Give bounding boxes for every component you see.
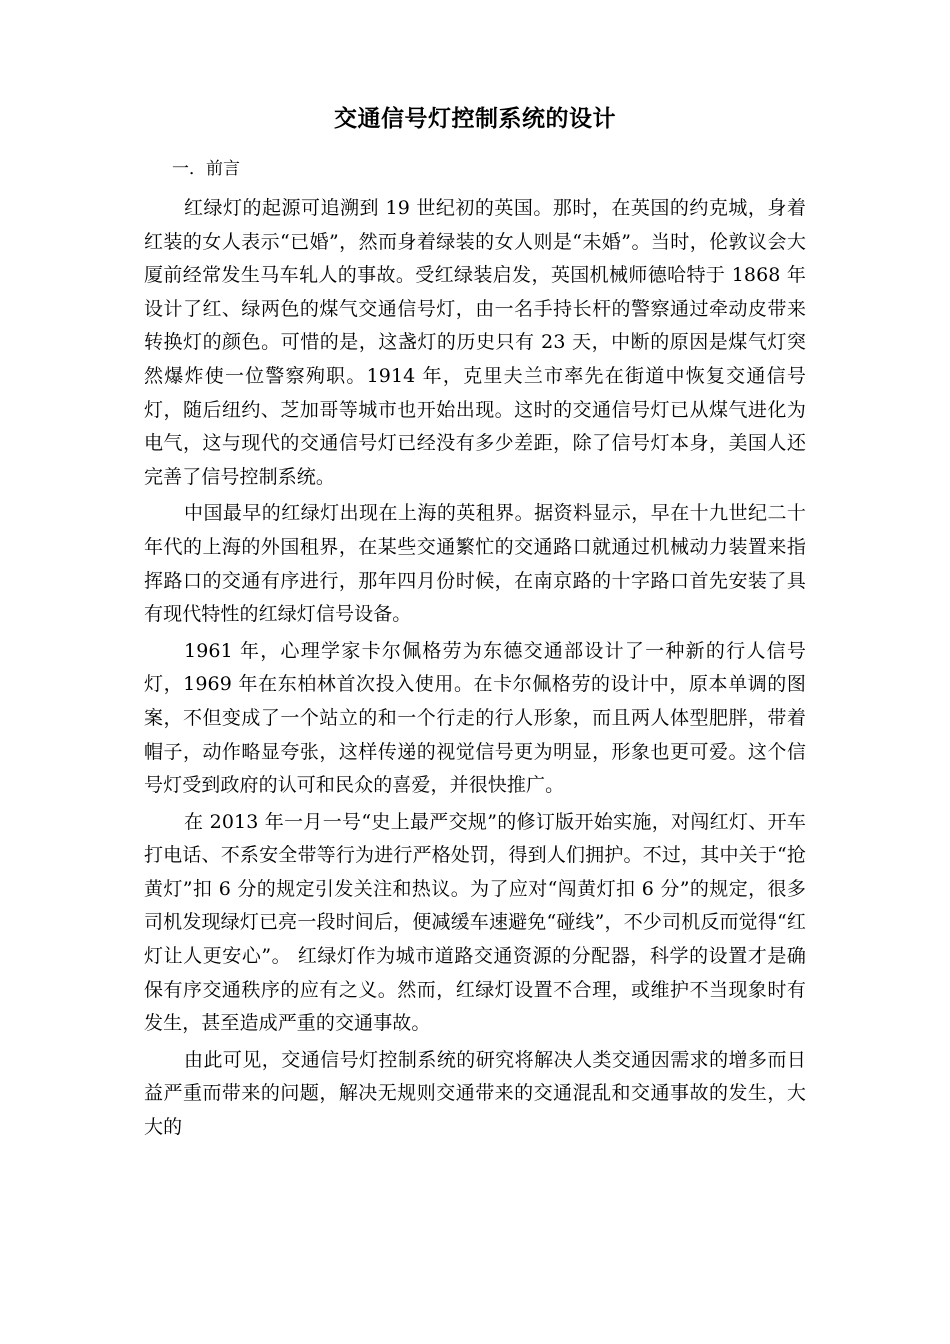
document-page [144,0,806,1344]
section-heading-preface: 一．前言 [172,159,240,179]
paragraph-pedestrian-signal: 1961 年，心理学家卡尔佩格劳为东德交通部设计了一种新的行人信号灯，1969 年在东柏林首次投入使用。在卡尔佩格劳的设计中，原本单调的图案，不但变成了一个站立的和一个行走的行人形象，而且两人体型肥胖，带着帽子，动作略显夸张，这样传递的视觉信号更为明显，形象也更可爱。这个信号灯受到政府的认可和民众的喜爱，并很快推广。 [144,639,806,797]
paragraph-conclusion: 由此可见，交通信号灯控制系统的研究将解决人类交通因需求的增多而日益严重而带来的问题，解决无规则交通带来的交通混乱和交通事故的发生，大大的 [144,1048,806,1139]
document-body [144,192,806,1148]
paragraph-traffic-rules: 在 2013 年一月一号“史上最严交规”的修订版开始实施，对闯红灯、开车打电话、不系安全带等行为进行严格处罚，得到人们拥护。不过，其中关于“抢黄灯”扣 6 分的规定引发关注和热议。为了应对“闯黄灯扣 6 分”的规定，很多司机发现绿灯已亮一段时间后，便减缓车速避免“碰线”，不少司机反而觉得“红灯让人更安心”。 红绿灯作为城市道路交通资源的分配器，科学的设置才是确保有序交通秩序的应有之义。然而，红绿灯设置不合理，或维护不当现象时有发生，甚至造成严重的交通事故。 [144,810,806,1035]
paragraph-china: 中国最早的红绿灯出现在上海的英租界。据资料显示，早在十九世纪二十年代的上海的外国租界，在某些交通繁忙的交通路口就通过机械动力装置来指挥路口的交通有序进行，那年四月份时候，在南京路的十字路口首先安装了具有现代特性的红绿灯信号设备。 [144,502,806,626]
paragraph-origin: 红绿灯的起源可追溯到 19 世纪初的英国。那时，在英国的约克城，身着红装的女人表示“已婚”，然而身着绿装的女人则是“未婚”。当时，伦敦议会大厦前经常发生马车轧人的事故。受红绿装启发，英国机械师德哈特于 1868 年设计了红、绿两色的煤气交通信号灯，由一名手持长杆的警察通过牵动皮带来转换灯的颜色。可惜的是，这盏灯的历史只有 23 天，中断的原因是煤气灯突然爆炸使一位警察殉职。1914 年，克里夫兰市率先在街道中恢复交通信号灯，随后纽约、芝加哥等城市也开始出现。这时的交通信号灯已从煤气进化为电气，这与现代的交通信号灯已经没有多少差距，除了信号灯本身，美国人还完善了信号控制系统。 [144,197,806,488]
document-title: 交通信号灯控制系统的设计 [334,106,616,132]
